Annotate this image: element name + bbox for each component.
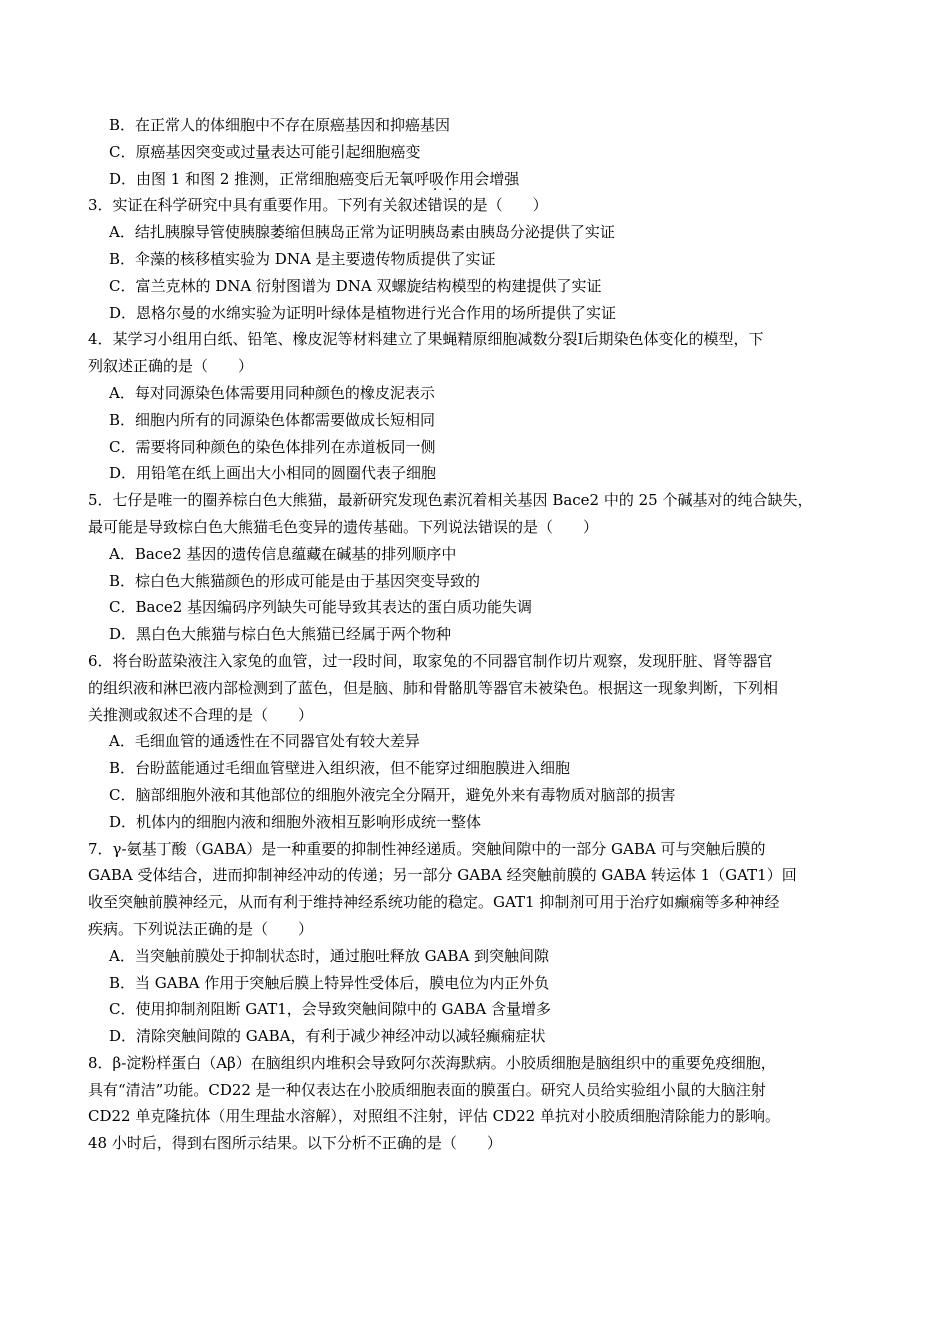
answer-option-line: D．黑白色大熊猫与棕白色大熊猫已经属于两个物种 — [109, 625, 452, 644]
answer-option-line: D．用铅笔在纸上画出大小相同的圆圈代表子细胞 — [109, 464, 437, 483]
question-stem-line: GABA 受体结合，进而抑制神经冲动的传递；另一部分 GABA 经突触前膜的 GABA 转运体 1（GAT1）回 — [88, 866, 797, 885]
answer-option-line: B．当 GABA 作用于突触后膜上特异性受体后，膜电位为内正外负 — [109, 973, 550, 992]
question-stem-line: 收至突触前膜神经元，从而有利于维持神经系统功能的稳定。GAT1 抑制剂可用于治疗如癫痫等多种神经 — [88, 893, 780, 912]
answer-option-line: A．Bace2 基因的遗传信息蕴藏在碱基的排列顺序中 — [109, 544, 457, 563]
answer-option-line: B．细胞内所有的同源染色体都需要做成长短相同 — [109, 410, 436, 429]
answer-option-line: C．原癌基因突变或过量表达可能引起细胞癌变 — [109, 142, 421, 161]
answer-option-line: D．由图 1 和图 2 推测，正常细胞癌变后无氧呼吸作用会增强 — [109, 169, 520, 188]
question-stem-line: 48 小时后，得到右图所示结果。以下分析不正确的是（ ） — [88, 1134, 502, 1153]
question-stem-line: 4．某学习小组用白纸、铅笔、橡皮泥等材料建立了果蝇精原细胞减数分裂Ⅰ后期染色体变化的模型，下 — [88, 330, 764, 349]
question-stem-line: 6．将台盼蓝染液注入家兔的血管，过一段时间，取家兔的不同器官制作切片观察，发现肝脏、肾等器官 — [88, 651, 773, 670]
question-stem-line: 7．γ-氨基丁酸（GABA）是一种重要的抑制性神经递质。突触间隙中的一部分 GABA 可与突触后膜的 — [88, 839, 766, 858]
answer-option-line: C．使用抑制剂阻断 GAT1，会导致突触间隙中的 GABA 含量增多 — [109, 1000, 551, 1019]
answer-option-line: B．伞藻的核移植实验为 DNA 是主要遗传物质提供了实证 — [109, 249, 496, 268]
answer-option-line: D．机体内的细胞内液和细胞外液相互影响形成统一整体 — [109, 812, 482, 831]
document-body — [88, 112, 868, 1157]
answer-option-line: B．在正常人的体细胞中不存在原癌基因和抑癌基因 — [109, 116, 451, 134]
answer-option-line: C．Bace2 基因编码序列缺失可能导致其表达的蛋白质功能失调 — [109, 598, 533, 617]
answer-option-line: D．清除突触间隙的 GABA，有利于减少神经冲动以减轻癫痫症状 — [109, 1027, 546, 1046]
answer-option-line: A．当突触前膜处于抑制状态时，通过胞吐释放 GABA 到突触间隙 — [109, 946, 550, 965]
answer-option-line: A．结扎胰腺导管使胰腺萎缩但胰岛正常为证明胰岛素由胰岛分泌提供了实证 — [109, 223, 615, 242]
answer-option-line: C．脑部细胞外液和其他部位的细胞外液完全分隔开，避免外来有毒物质对脑部的损害 — [109, 785, 676, 804]
question-stem-line: 疾病。下列说法正确的是（ ） — [88, 919, 314, 938]
question-stem-line: 8．β-淀粉样蛋白（Aβ）在脑组织内堆积会导致阿尔茨海默病。小胶质细胞是脑组织中的重要免疫细胞， — [88, 1053, 776, 1072]
question-stem-line: 最可能是导致棕白色大熊猫毛色变异的遗传基础。下列说法错误的是（ ） — [88, 517, 599, 536]
answer-option-line: D．恩格尔曼的水绵实验为证明叶绿体是植物进行光合作用的场所提供了实证 — [109, 303, 617, 322]
question-stem-line: 5．七仔是唯一的圈养棕白色大熊猫，最新研究发现色素沉着相关基因 Bace2 中的 25 个碱基对的纯合缺失， — [88, 491, 813, 510]
emphasis-char: 误 — [442, 196, 458, 215]
question-stem-line: 的组织液和淋巴液内部检测到了蓝色，但是脑、肺和骨骼肌等器官未被染色。根据这一现象判断，下列相 — [88, 678, 779, 697]
answer-option-line: C．富兰克林的 DNA 衍射图谱为 DNA 双螺旋结构模型的构建提供了实证 — [109, 276, 602, 295]
answer-option-line: A．毛细血管的通透性在不同器官处有较大差异 — [109, 732, 420, 751]
answer-option-line: C．需要将同种颜色的染色体排列在赤道板同一侧 — [109, 437, 436, 456]
question-stem-line: CD22 单克隆抗体（用生理盐水溶解），对照组不注射，评估 CD22 单抗对小胶质细胞清除能力的影响。 — [88, 1107, 780, 1126]
answer-option-line: B．棕白色大熊猫颜色的形成可能是由于基因突变导致的 — [109, 571, 481, 590]
question-stem-line: 具有“清洁”功能。CD22 是一种仅表达在小胶质细胞表面的膜蛋白。研究人员给实验组小鼠的大脑注射 — [88, 1080, 766, 1099]
answer-option-line: B．台盼蓝能通过毛细血管壁进入组织液，但不能穿过细胞膜进入细胞 — [109, 759, 571, 778]
emphasis-char: 错 — [427, 196, 443, 215]
question-stem-line: 关推测或叙述不合理的是（ ） — [88, 705, 314, 724]
question-stem-line: 列叙述正确的是（ ） — [88, 357, 254, 376]
answer-option-line: A．每对同源染色体需要用同种颜色的橡皮泥表示 — [109, 383, 435, 402]
question-stem-line: 3．实证在科学研究中具有重要作用。下列有关叙述错误的是（ ） — [88, 196, 548, 215]
